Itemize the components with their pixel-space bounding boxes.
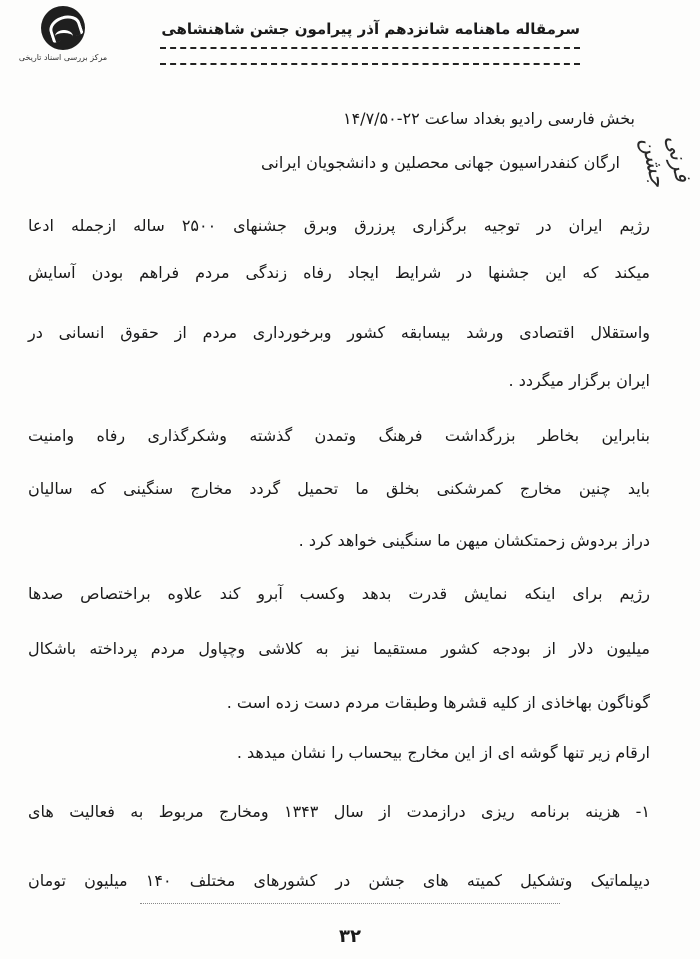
body-line: بنابراین بخاطر بزرگداشت فرهنگ وتمدن گذشته وشکرگذاری رفاه وامنیت bbox=[28, 426, 650, 445]
list-item-line: ۱- هزینه برنامه ریزی درازمدت از سال ۱۳۴۳ ومخارج مربوط به فعالیت های bbox=[28, 802, 651, 821]
document-title: سرمقاله ماهنامه شانزدهم آذر پیرامون جشن شاهنشاهی bbox=[161, 20, 580, 38]
body-line: میکند که این جشنها در شرایط ایجاد رفاه زندگی مردم فراهم بودن آسایش bbox=[28, 263, 650, 282]
archive-emblem-icon bbox=[41, 6, 85, 50]
list-item-line: دیپلماتیک وتشکیل کمیته های جشن در کشورهای مختلف ۱۴۰ میلیون تومان bbox=[28, 871, 651, 890]
archive-logo bbox=[8, 6, 118, 68]
bottom-divider bbox=[140, 903, 560, 904]
body-line: ارقام زیر تنها گوشه ای از این مخارج بیحساب را نشان میدهد . bbox=[236, 743, 650, 762]
body-line: واستقلال اقتصادی ورشد بیسابقه کشور وبرخورداری مردم از حقوق انسانی در bbox=[28, 323, 650, 342]
handwritten-margin-note: فرنی جشن bbox=[635, 132, 695, 190]
body-line: باید چنین مخارج کمرشکنی بخلق ما تحمیل گردد مخارج سنگینی که سالیان bbox=[28, 479, 650, 498]
page-number: ۳۲ bbox=[339, 926, 361, 947]
body-line: گوناگون بهاخاذی از کلیه قشرها وطبقات مردم دست زده است . bbox=[226, 693, 650, 712]
body-line: میلیون دلار از بودجه کشور مستقیما نیز به کلاشی وچپاول مردم پرداخته باشکال bbox=[28, 639, 650, 658]
title-underline-dashed bbox=[160, 63, 580, 65]
title-underline bbox=[160, 47, 580, 49]
archive-logo-text: مرکز بررسی اسناد تاریخی bbox=[18, 53, 108, 62]
broadcast-source-line: بخش فارسی رادیو بغداد ساعت ۲۲-۱۴/۷/۵۰ bbox=[342, 109, 635, 128]
body-line: رژیم ایران در توجیه برگزاری پرزرق وبرق جشنهای ۲۵۰۰ ساله ازجمله ادعا bbox=[28, 216, 650, 235]
body-line: ایران برگزار میگردد . bbox=[508, 371, 650, 390]
body-line: رژیم برای اینکه نمایش قدرت بدهد وکسب آبرو کند علاوه براختصاص صدها bbox=[28, 584, 650, 603]
organ-line: ارگان کنفدراسیون جهانی محصلین و دانشجویان ایرانی bbox=[261, 153, 620, 172]
body-line: دراز بردوش زحمتکشان میهن ما سنگینی خواهد کرد . bbox=[298, 531, 650, 550]
